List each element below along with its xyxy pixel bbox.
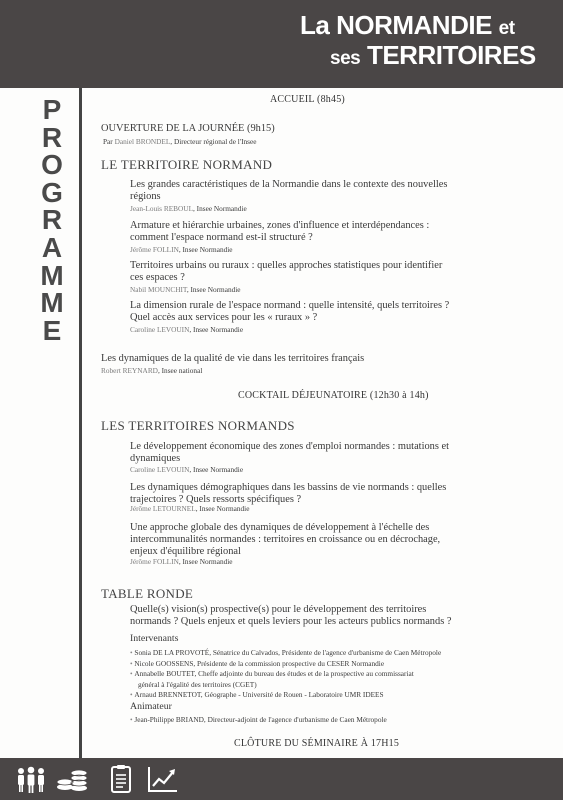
programme-letter: M	[40, 287, 64, 319]
talk-title: Les grandes caractéristiques de la Normandie dans le contexte des nouvelles régions	[130, 179, 448, 202]
roundtable-question: Quelle(s) vision(s) prospective(s) pour le développement des territoires normands ? Quels enjeux et quels leviers pour les acteurs publics normands ?	[130, 604, 452, 627]
list-item: • Jean-Philippe BRIAND, Directeur-adjoint de l'agence d'urbanisme de Caen Métropole	[130, 715, 387, 724]
accueil-label: ACCUEIL (8h45)	[270, 94, 345, 105]
programme-letter: G	[41, 176, 63, 208]
people-icon	[14, 764, 48, 794]
list-item: • Sonia DE LA PROVOTÉ, Sénatrice du Calvados, Présidente de l'agence d'urbanisme de Caen Métropole	[130, 648, 442, 657]
header-band	[0, 0, 563, 88]
programme-letter: E	[42, 314, 62, 346]
programme-letter: A	[41, 231, 63, 263]
title-word-normandie: NORMANDIE	[336, 10, 492, 40]
programme-vertical-title	[40, 96, 64, 344]
talk-title: Armature et hiérarchie urbaines, zones d'influence et interdépendances : comment l'espace normand est-il structuré ?	[130, 220, 430, 243]
list-item: • Annabelle BOUTET, Cheffe adjointe du bureau des études et de la prospective au commissariat	[130, 669, 414, 679]
cloture-label: CLÔTURE DU SÉMINAIRE À 17H15	[234, 738, 400, 749]
talk-title: Les dynamiques de la qualité de vie dans les territoires français	[101, 353, 365, 364]
programme-letter: R	[41, 204, 63, 236]
title-word-ses: ses	[330, 48, 361, 69]
section-title: LES TERRITOIRES NORMANDS	[101, 418, 295, 433]
talk-title: Le développement économique des zones d'emploi normandes : mutations et dynamiques	[130, 441, 449, 464]
animateur-label: Animateur	[130, 701, 172, 712]
programme-letter: M	[40, 259, 64, 291]
list-item-continuation: général à l'égalité des territoires (CGET)	[138, 679, 257, 689]
talk-speaker: Jérôme LETOURNEL, Insee Normandie	[130, 504, 250, 513]
programme-letter: O	[41, 149, 63, 181]
intervenants-list	[130, 648, 441, 701]
talk-speaker: Jérôme FOLLIN, Insee Normandie	[130, 557, 233, 566]
footer-band	[0, 758, 563, 800]
section-title: TABLE RONDE	[101, 586, 194, 601]
talk-speaker: Jérôme FOLLIN, Insee Normandie	[130, 245, 233, 254]
title-word-et: et	[498, 18, 515, 39]
title-word-la: La	[300, 10, 330, 40]
section-title: LE TERRITOIRE NORMAND	[101, 157, 273, 172]
title-word-territoires: TERRITOIRES	[366, 40, 536, 70]
talk-title: Une approche globale des dynamiques de développement à l'échelle des intercommunalités normandes : territoires en croissance ou en décrochage, enjeux d'équilibre régional	[130, 522, 441, 557]
talk-speaker: Caroline LEVOUIN, Insee Normandie	[130, 465, 244, 474]
talk-title: Territoires urbains ou ruraux : quelles approches statistiques pour identifier ces espaces ?	[130, 260, 443, 283]
vertical-divider	[79, 88, 82, 758]
talk-speaker: Robert REYNARD, Insee national	[101, 366, 203, 375]
ouverture-title: OUVERTURE DE LA JOURNÉE (9h15)	[101, 123, 275, 134]
programme-letter: P	[42, 94, 62, 125]
intervenants-label: Intervenants	[130, 633, 179, 644]
ouverture-author: Par Daniel BRONDEL, Directeur régional de l'Insee	[103, 137, 257, 146]
list-item: • Arnaud BRENNETOT, Géographe - Université de Rouen - Laboratoire UMR IDEES	[130, 690, 384, 700]
talk-speaker: Nabil MOUNCHIT, Insee Normandie	[130, 285, 241, 294]
chart-growth-icon	[146, 764, 180, 794]
coins-icon	[56, 764, 90, 794]
programme-letter: R	[41, 121, 63, 153]
list-item: • Nicole GOOSSENS, Présidente de la commission prospective du CESER Normandie	[130, 658, 385, 668]
talk-speaker: Caroline LEVOUIN, Insee Normandie	[130, 325, 244, 334]
talk-title: Les dynamiques démographiques dans les bassins de vie normands : quelles trajectoires ? Quels ressorts spécifiques ?	[130, 482, 447, 505]
cocktail-label: COCKTAIL DÉJEUNATOIRE (12h30 à 14h)	[238, 390, 429, 401]
clipboard-icon	[104, 764, 138, 794]
talk-title: La dimension rurale de l'espace normand : quelle intensité, quels territoires ? Quel accès aux services pour les « ruraux » ?	[130, 300, 450, 323]
talk-speaker: Jean-Louis REBOUL, Insee Normandie	[130, 204, 247, 213]
